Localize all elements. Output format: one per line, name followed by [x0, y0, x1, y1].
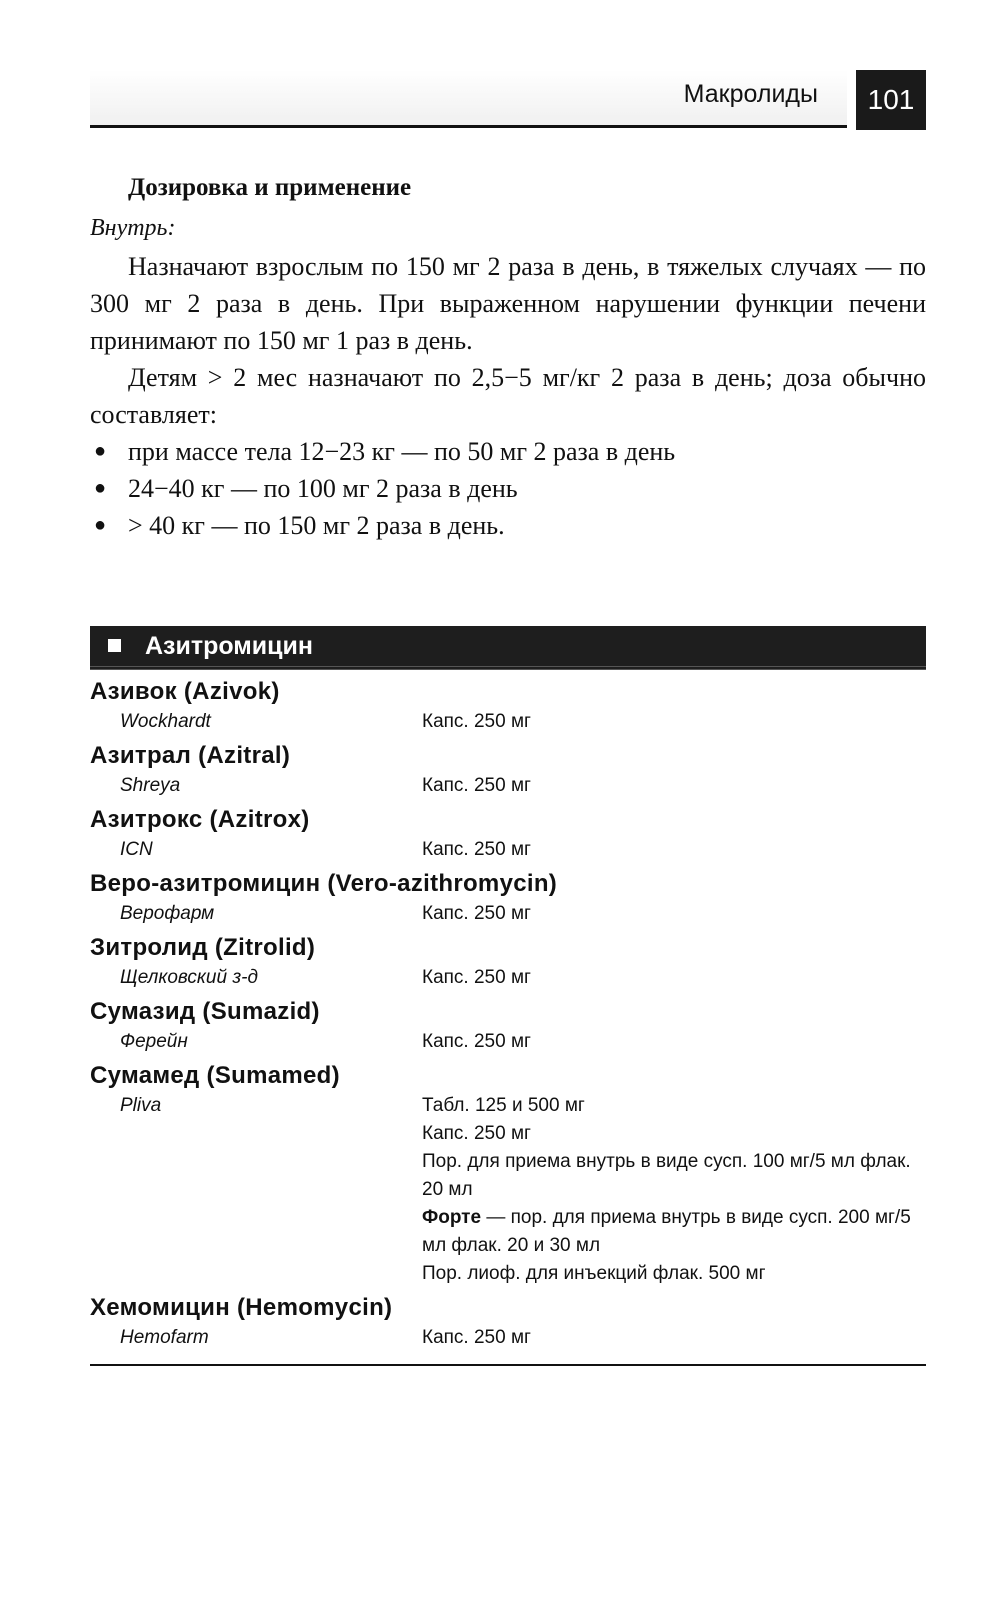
dosage-form: Капс. 250 мг	[422, 903, 531, 924]
drug-entry	[90, 740, 926, 800]
route-label: Внутрь:	[90, 215, 176, 241]
forte-label: Форте	[422, 1207, 482, 1228]
list-item-text: при массе тела 12−23 кг — по 50 мг 2 раза в день	[128, 437, 676, 466]
dosage-forms	[422, 708, 926, 736]
dosage-form: Капс. 250 мг	[422, 1327, 531, 1348]
dosage-form: Капс. 250 мг	[422, 1123, 531, 1144]
dosage-form: Капс. 250 мг	[422, 967, 531, 988]
drug-entry	[90, 1060, 926, 1288]
manufacturer: Shreya	[120, 775, 181, 796]
manufacturer: Wockhardt	[120, 711, 211, 732]
dosage-form: Табл. 125 и 500 мг	[422, 1095, 585, 1116]
child-dosage-paragraph: Детям > 2 мес назначают по 2,5−5 мг/кг 2 раза в день; доза обычно составляет:	[90, 363, 926, 429]
dosage-form: Капс. 250 мг	[422, 1031, 531, 1052]
dosage-forms	[422, 1324, 926, 1352]
bullet-icon: ●	[94, 440, 107, 462]
drug-entry	[90, 932, 926, 992]
manufacturer: Верофарм	[120, 903, 215, 924]
drug-entry	[90, 676, 926, 736]
dosage-form: Пор. для приема внутрь в виде сусп. 100 мг/5 мл флак. 20 мл	[422, 1151, 911, 1200]
bullet-icon: ●	[94, 514, 107, 536]
drug-name: Зитролид (Zitrolid)	[90, 934, 316, 961]
drug-list	[90, 676, 926, 1366]
manufacturer: Pliva	[120, 1095, 162, 1116]
dosage-forms	[422, 1028, 926, 1056]
dosage-form: Капс. 250 мг	[422, 839, 531, 860]
dosage-forms	[422, 900, 926, 928]
dosage-forms	[422, 772, 926, 800]
drug-entry	[90, 868, 926, 928]
drug-details	[90, 708, 926, 736]
running-header	[90, 70, 926, 130]
list-item	[90, 433, 926, 470]
drug-name: Сумазид (Sumazid)	[90, 998, 320, 1025]
drug-details	[90, 1028, 926, 1056]
drug-name: Сумамед (Sumamed)	[90, 1062, 340, 1089]
chapter-title: Макролиды	[683, 80, 818, 108]
manufacturer: Ферейн	[120, 1031, 188, 1052]
drug-details	[90, 900, 926, 928]
drug-name: Азитрал (Azitral)	[90, 742, 291, 769]
drug-details	[90, 836, 926, 864]
drug-name: Хемомицин (Hemomycin)	[90, 1294, 393, 1321]
dosage-forms	[422, 1092, 926, 1288]
manufacturer: Hemofarm	[120, 1327, 209, 1348]
dosage-forms	[422, 836, 926, 864]
drug-details	[90, 772, 926, 800]
drug-details	[90, 1324, 926, 1352]
page	[90, 70, 926, 1366]
section-header-bar	[90, 626, 926, 670]
manufacturer: Щелковский з-д	[120, 967, 258, 988]
dosage-form: Капс. 250 мг	[422, 711, 531, 732]
list-item	[90, 507, 926, 544]
dosage-form-forte	[422, 1204, 926, 1260]
list-item-text: > 40 кг — по 150 мг 2 раза в день.	[128, 511, 505, 540]
manufacturer: ICN	[120, 839, 153, 860]
list-item-text: 24−40 кг — по 100 мг 2 раза в день	[128, 474, 518, 503]
square-bullet-icon	[108, 639, 121, 652]
adult-dosage-paragraph: Назначают взрослым по 150 мг 2 раза в день, в тяжелых случаях — по 300 мг 2 раза в день. При выраженном нарушении функции печени принимают по 150 мг 1 раз в день.	[90, 252, 926, 355]
drug-entry	[90, 996, 926, 1056]
drug-name: Азитрокс (Azitrox)	[90, 806, 310, 833]
drug-details	[90, 1092, 926, 1288]
drug-entry	[90, 1292, 926, 1352]
weight-dosage-list	[90, 433, 926, 544]
page-number: 101	[856, 70, 926, 130]
dosage-block	[90, 172, 926, 544]
list-item	[90, 470, 926, 507]
drug-details	[90, 964, 926, 992]
bullet-icon: ●	[94, 477, 107, 499]
dosage-form: Капс. 250 мг	[422, 775, 531, 796]
dosage-heading: Дозировка и применение	[128, 174, 412, 201]
forte-description: — пор. для приема внутрь в виде сусп. 200 мг/5 мл флак. 20 и 30 мл	[422, 1207, 911, 1256]
drug-name: Веро-азитромицин (Vero-azithromycin)	[90, 870, 558, 897]
drug-name: Азивок (Azivok)	[90, 678, 280, 705]
section-title: Азитромицин	[145, 632, 314, 660]
dosage-forms	[422, 964, 926, 992]
dosage-form: Пор. лиоф. для инъекций флак. 500 мг	[422, 1263, 766, 1284]
drug-entry	[90, 804, 926, 864]
